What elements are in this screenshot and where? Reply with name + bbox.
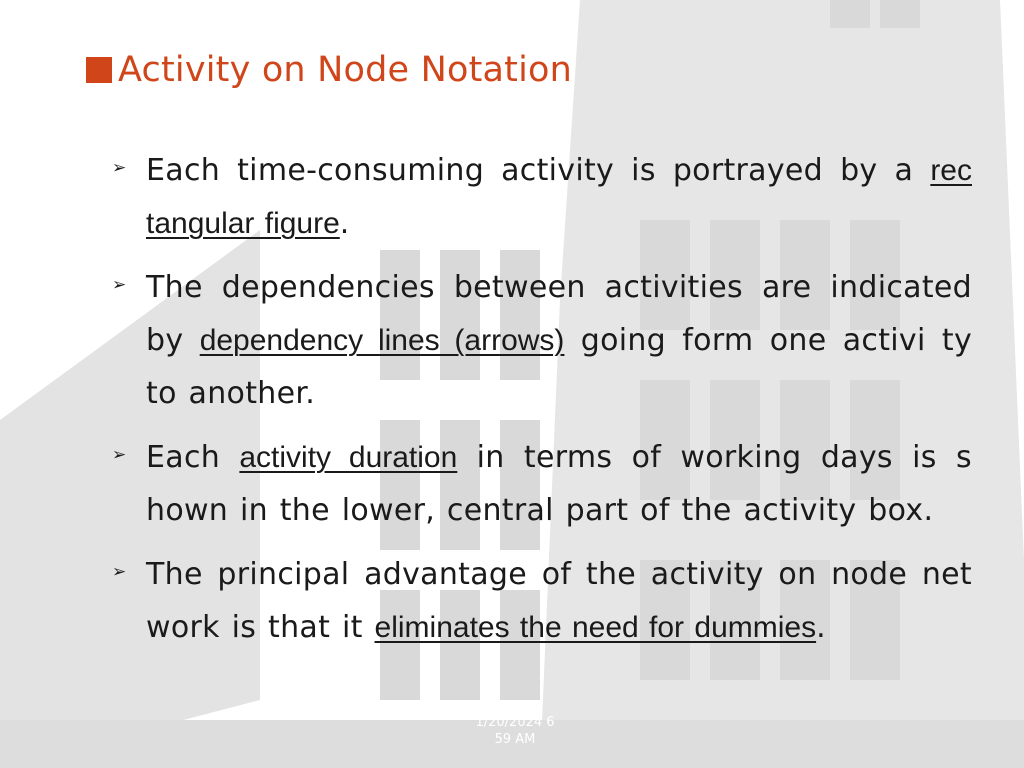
arrow-right-icon: ➢: [112, 445, 127, 465]
bullet-item: [112, 261, 972, 420]
bullet-text-segment: The principal advantage of the activity on node net work is that it: [146, 557, 972, 645]
bullet-text-segment: .: [816, 610, 826, 645]
bullet-text: [146, 548, 972, 654]
bullet-text-segment: going form one activi ty to another.: [146, 323, 973, 411]
bullet-text-segment: Each time-consuming activity is portrayed by a: [146, 153, 931, 188]
square-bullet-icon: [86, 57, 112, 83]
arrow-right-icon: ➢: [112, 275, 127, 295]
slide-title: Activity on Node Notation: [118, 50, 573, 90]
bullet-item: [112, 144, 972, 250]
footer-date-line1: 1/20/2024 6: [475, 715, 555, 730]
bullet-item: [112, 431, 972, 537]
bullet-text-segment: The dependencies between activities are indicated by: [146, 270, 972, 358]
bullet-item: [112, 548, 972, 654]
bullet-text-segment: .: [339, 206, 350, 241]
title-row: [86, 44, 572, 96]
underlined-term: dependency lines (arrows): [199, 324, 565, 357]
bullet-text-segment: Each: [146, 440, 240, 475]
bullet-list: [112, 144, 972, 665]
arrow-right-icon: ➢: [112, 158, 127, 178]
bullet-text: [146, 431, 972, 537]
footer-date-line2: 59 AM: [494, 732, 536, 747]
underlined-term: eliminates the need for dummies: [374, 611, 817, 644]
underlined-term: rec tangular figure: [146, 154, 972, 240]
bullet-text-segment: in terms of working days is s hown in the lower, central part of the activity box.: [146, 440, 972, 528]
bullet-text: [146, 144, 972, 250]
footer-date: [460, 714, 570, 748]
bullet-text: [146, 261, 972, 420]
arrow-right-icon: ➢: [112, 562, 127, 582]
underlined-term: activity duration: [239, 441, 458, 474]
